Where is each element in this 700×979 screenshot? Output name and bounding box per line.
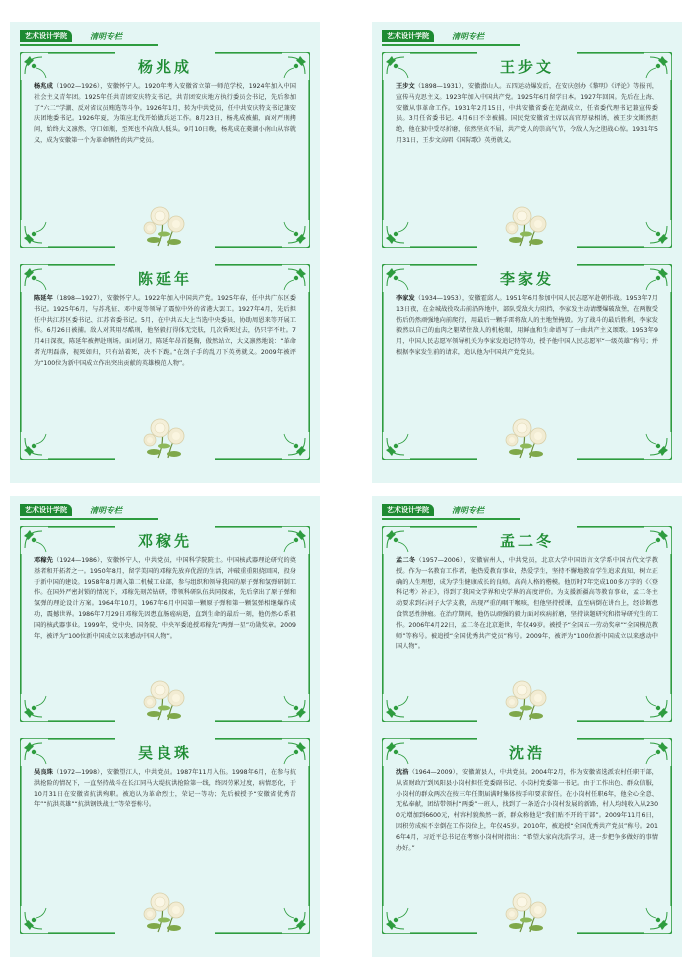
biography-body: （1934—1953），安徽霍邱人。1951年6月参加中国人民志愿军赴朝作战。1953年7月13日夜，在金城战役攻击前沿阵地中，部队受敌火力阻挡，李家发主动请缨爆破敌堡，在两腹受伤后仍然顽强地向前爬行，用最后一颗手雷将敌人的主地堡掩毁。为了战斗的最后胜利，李家发毅然以自己的血肉之躯堵住敌人的机枪眼，用鲜血和生命谱写了一曲共产主义颂歌。1953年9月，中国人民志愿军领导机关为李家发追记特等功，授予他中国人民志愿军“一级英雄”称号；并根据李家发生前的请求，追认他为中国共产党党员。 bbox=[396, 295, 658, 356]
profile-section bbox=[382, 52, 672, 248]
person-name: 王步文 bbox=[396, 83, 415, 90]
person-name: 陈延年 bbox=[34, 295, 53, 302]
column-tag: 清明专栏 bbox=[90, 505, 122, 515]
college-tag: 艺术设计学院 bbox=[382, 30, 434, 42]
person-name: 沈浩 bbox=[396, 769, 409, 776]
biography-body: （1957—2006），安徽宿州人，中共党员，北京大学中国语言文学系中国古代文学教授。作为一名教育工作者，他热爱教育事业，热爱学生，坚持不懈地教育学生追求真知，树立正确的人生理想，成为学生健康成长的良师。高尚人格的楷模。他历时7年完成100多万字的《〈登科记考〉补正》，得到了我国文学界和史学界的高度评价。为支援新疆高等教育事业，孟二冬主动要求到石河子大学支教，出现严重的咽干喉咳，但他坚持授课，直至病倒在讲台上，经诊断患食管恶性肿瘤。在治疗期间，他仍以顽强的毅力面对疾病折磨，坚持读题研究和指导研究生的工作。2006年4月22日，孟二冬在北京逝世，年仅49岁。被授予“全国五一劳动奖章”“全国模范教师”等称号。被追授“全国优秀共产党员”称号。2009年，被评为“100位新中国成立以来感动中国人物”。 bbox=[396, 557, 658, 651]
biography-text bbox=[396, 82, 658, 147]
profile-section bbox=[20, 52, 310, 248]
person-name-title: 沈浩 bbox=[508, 744, 545, 762]
biography-text bbox=[34, 294, 296, 370]
person-name-title: 邓稼先 bbox=[137, 532, 192, 550]
biography-body: （1898—1927），安徽怀宁人。1922年加入中国共产党。1925年春，任中共广东区委书记。1925年6月，与苏兆征、邓中夏等领导了震惊中外的省港大罢工。1927年4月，先后担任中共江苏区委书记、江苏省委书记。5月，在中共五大上当选中央委员，协助周恩来等开展工作。6月26日被捕。敌人对其用尽酷刑，他坚毅打得体无完肤，几次昏死过去，仍只字不吐。7月4日深夜，陈延年被押赴刑场。面对屠刀，陈延年昂首挺胸，傲然站立，大义凛然地说：“革命者光明磊落，视死如归，只有站着死，决不下跪。”在刽子手的乱刀下英勇就义。2009年被评为“100位为新中国成立作出突出贡献的英雄模范人物”。 bbox=[34, 295, 296, 367]
panel-header bbox=[382, 30, 520, 46]
person-name-title: 陈延年 bbox=[137, 270, 192, 288]
column-tag: 清明专栏 bbox=[90, 31, 122, 41]
chrysanthemum-image bbox=[502, 888, 552, 934]
college-tag: 艺术设计学院 bbox=[20, 504, 72, 516]
profile-section bbox=[382, 738, 672, 934]
person-name: 邓稼先 bbox=[34, 557, 53, 564]
profile-section bbox=[20, 738, 310, 934]
profile-section bbox=[20, 264, 310, 460]
profile-section bbox=[382, 526, 672, 722]
poster-panel-4 bbox=[372, 496, 682, 957]
biography-text bbox=[396, 556, 658, 653]
biography-text bbox=[396, 294, 658, 359]
biography-body: （1964—2009），安徽萧县人，中共党员。2004年2月，作为安徽省选派农村任职干部，从省财政厅到凤阳县小岗村担任党委副书记、小岗村党委第一书记。由于工作出色、群众信服，小岗村的群众两次在按三年任期届满时集体按手印要求留任。在小岗村任职6年，他全心全意、无私奉献，团结带领村“两委”一班人，找到了一条适合小岗村发展的新路，村人均纯收入从2300元增加到6600元，村容村貌焕然一新，群众称他是“我们贴不开的干部”。2009年11月6日，因积劳成疾不幸倒在工作岗位上，年仅45岁。2010年，被追授“全国优秀共产党员”称号。2016年4月，习近平总书记在考察小岗村时指出：“希望大家向沈浩学习，进一步把争多做好的事情办好。” bbox=[396, 769, 658, 852]
person-name-title: 孟二冬 bbox=[499, 532, 554, 550]
biography-body: （1972—1998），安徽望江人，中共党员。1987年11月入伍。1998年6月，在参与抗洪抢险的情况下，一直坚持战斗在长江同马大堤抗洪抢险第一线，终因劳累过度，病情恶化，于10月31日在安徽省抗洪殉职。被追认为革命烈士，荣记一等功；先后被授予“安徽省优秀青年”“抗洪英雄”“抗洪钢铁战士”等荣誉称号。 bbox=[34, 769, 297, 809]
person-name-title: 吴良珠 bbox=[137, 744, 192, 762]
biography-text bbox=[396, 768, 658, 854]
person-name: 孟二冬 bbox=[396, 557, 416, 564]
panel-header bbox=[382, 504, 520, 520]
biography-body: （1902—1926），安徽怀宁人。1920年考入安徽省立第一师范学校，1924年加入中国社会主义青年团。1925年任共青团安庆特支书记，共青团安庆地方执行委员会书记，先后参加了“六二”学潮、反对省议员贿选等斗争。1926年1月，转为中共党员，任中共安庆特支书记兼安庆团地委书记。1926年夏，为策应北伐开始做兵运工作。8月23日，杨兆成被捕，面对严刑拷问，始终大义凛然、守口如瓶，至死也不向敌人低头。9月10日晚，杨兆成在菱湖小南山从容就义，成为安徽第一个为革命牺牲的共产党员。 bbox=[34, 83, 296, 144]
chrysanthemum-image bbox=[502, 676, 552, 722]
column-tag: 清明专栏 bbox=[452, 31, 484, 41]
person-name-title: 李家发 bbox=[499, 270, 554, 288]
biography-text bbox=[34, 82, 296, 147]
panel-header bbox=[20, 30, 158, 46]
profile-section bbox=[382, 264, 672, 460]
poster-panel-3 bbox=[10, 496, 320, 957]
biography-body: （1924—1986），安徽怀宁人，中共党员，中国科学院院士。中国核武器理论研究的奠基者和开拓者之一。1950年8月，留学美国的邓稼先放弃优渥的生活，冲破重重阻挠回国，投身于新中国的建设。1958年8月调入第二机械工业部，参与组织和领导我国的原子弹和氢弹研制工作。在国外严密封锁的情况下，邓稼先刻苦钻研，带领科研队伍共同探索，先后拿出了原子弹和氢弹的理论设计方案。1964年10月，1967年6月中国第一颗原子弹和第一颗氢弹相继爆炸成功，震撼世界。1986年7月29日邓稼先因患直肠癌病逝，直到生命的最后一刻，他仍然心系祖国的核武器事业。1999年，党中央、国务院、中央军委追授邓稼先“两弹一星”功勋奖章。2009年，被评为“100位新中国成立以来感动中国人物”。 bbox=[34, 557, 296, 640]
biography-text bbox=[34, 556, 296, 642]
chrysanthemum-image bbox=[502, 414, 552, 460]
chrysanthemum-image bbox=[140, 676, 190, 722]
person-name: 吴良珠 bbox=[34, 769, 53, 776]
person-name: 李家发 bbox=[396, 295, 415, 302]
biography-body: （1898—1931），安徽潜山人。五四运动爆发后，在安庆创办《黎明》《评论》等报刊，宣传马克思主义。1923年加入中国共产党。1925年6月留学日本。1927年回国。先后在上海、安徽从事革命工作。1931年2月15日，中共安徽省委在芜湖成立，任省委代理书记兼宣传委员。3月任省委书记。4月6日不幸被捕。国民党安徽省主席以高官厚禄相诱，被王步文断然拒绝，他在狱中受尽折磨，依然坚贞不屈，共产党人的崇高气节，令敌人为之胆战心惊。1931年5月31日，王步文高唱《国际歌》英勇就义。 bbox=[396, 83, 659, 144]
chrysanthemum-image bbox=[140, 888, 190, 934]
profile-section bbox=[20, 526, 310, 722]
person-name-title: 王步文 bbox=[499, 58, 554, 76]
person-name-title: 杨兆成 bbox=[137, 58, 192, 76]
chrysanthemum-image bbox=[140, 414, 190, 460]
poster-panel-2 bbox=[372, 22, 682, 483]
poster-panel-1 bbox=[10, 22, 320, 483]
column-tag: 清明专栏 bbox=[452, 505, 484, 515]
college-tag: 艺术设计学院 bbox=[382, 504, 434, 516]
person-name: 杨兆成 bbox=[34, 83, 53, 90]
biography-text bbox=[34, 768, 296, 811]
chrysanthemum-image bbox=[502, 202, 552, 248]
college-tag: 艺术设计学院 bbox=[20, 30, 72, 42]
panel-header bbox=[20, 504, 158, 520]
chrysanthemum-image bbox=[140, 202, 190, 248]
